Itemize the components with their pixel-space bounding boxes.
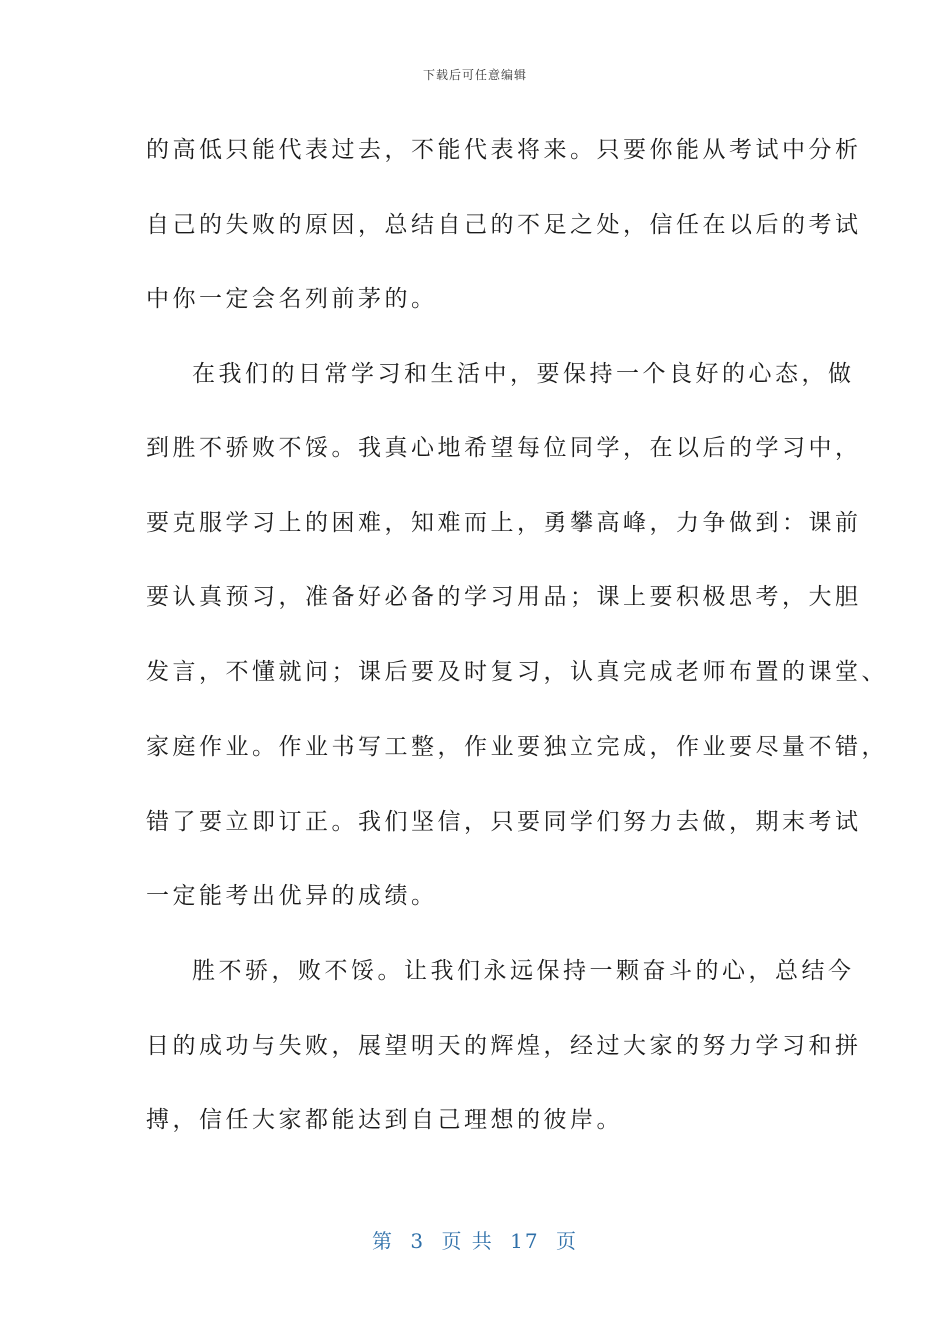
page-number-footer	[0, 1225, 950, 1254]
body-line: 搏，信任大家都能达到自己理想的彼岸。	[146, 1107, 623, 1133]
footer-current-page: 3	[410, 1229, 426, 1253]
footer-middle: 页 共	[441, 1229, 494, 1253]
paragraph-first-line: 在我们的日常学习和生活中，要保持一个良好的心态，做	[192, 361, 855, 387]
body-line: 要认真预习，准备好必备的学习用品；课上要积极思考，大胆	[146, 584, 862, 610]
page-header-note: 下载后可任意编辑	[422, 68, 527, 82]
footer-prefix: 第	[372, 1229, 394, 1253]
footer-suffix: 页	[555, 1229, 578, 1253]
paragraph-first-line: 胜不骄，败不馁。让我们永远保持一颗奋斗的心，总结今	[192, 958, 855, 984]
body-line: 的高低只能代表过去，不能代表将来。只要你能从考试中分析	[146, 137, 862, 163]
body-line: 错了要立即订正。我们坚信，只要同学们努力去做，期末考试	[146, 809, 862, 835]
footer-total-pages: 17	[510, 1229, 540, 1253]
body-line: 家庭作业。作业书写工整，作业要独立完成，作业要尽量不错，	[146, 734, 888, 760]
body-line: 要克服学习上的困难，知难而上，勇攀高峰，力争做到：课前	[146, 510, 862, 536]
body-line: 自己的失败的原因，总结自己的不足之处，信任在以后的考试	[146, 212, 862, 238]
body-line: 中你一定会名列前茅的。	[146, 286, 438, 312]
body-line: 日的成功与失败，展望明天的辉煌，经过大家的努力学习和拼	[146, 1033, 862, 1059]
body-line: 发言，不懂就问；课后要及时复习，认真完成老师布置的课堂、	[146, 659, 888, 685]
body-line: 一定能考出优异的成绩。	[146, 883, 438, 909]
body-line: 到胜不骄败不馁。我真心地希望每位同学，在以后的学习中，	[146, 435, 862, 461]
